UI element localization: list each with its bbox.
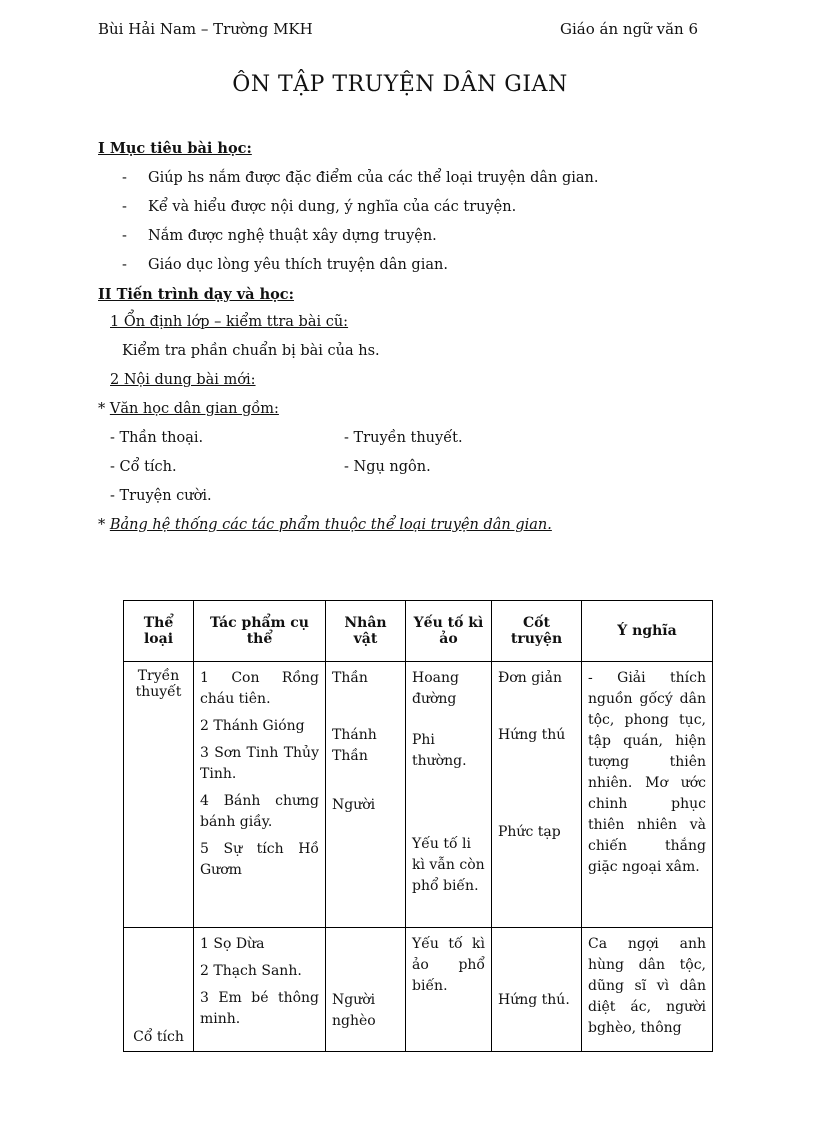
genre-item: - Thần thoại. — [110, 430, 204, 446]
work-item: 3 Em bé thông minh. — [200, 990, 319, 1027]
column-header: Tác phẩm cụ thể — [194, 601, 326, 662]
plot-cell — [492, 662, 582, 928]
meaning-text: Ca ngợi anh hùng dân tộc, dũng sĩ vì dân diệt ác, người bghèo, thông — [588, 936, 706, 1036]
work-item: 1 Sọ Dừa — [200, 936, 265, 952]
works-cell — [194, 928, 326, 1052]
list-item: - Kể và hiểu được nội dung, ý nghĩa của các truyện. — [122, 199, 517, 215]
plot-item: Hứng thú — [498, 727, 566, 743]
genre-item: - Cổ tích. — [110, 459, 177, 475]
folk-literature-heading: * Văn học dân gian gồm: — [98, 401, 279, 417]
list-item: - Giáo dục lòng yêu thích truyện dân gian. — [122, 257, 448, 273]
magic-cell — [406, 662, 492, 928]
header-subject: Giáo án ngữ văn 6 — [560, 20, 698, 38]
character-item: Thánh Thần — [332, 727, 377, 764]
header-author: Bùi Hải Nam – Trường MKH — [98, 20, 313, 38]
genre-item: - Ngụ ngôn. — [344, 459, 431, 475]
list-item: - Nắm được nghệ thuật xây dựng truyện. — [122, 228, 437, 244]
magic-item: Hoang đường — [412, 670, 459, 707]
category-cell: Tryền thuyết — [124, 662, 194, 928]
column-header: Thể loại — [124, 601, 194, 662]
step2-heading: 2 Nội dung bài mới: — [110, 372, 256, 388]
work-item: 4 Bánh chưng bánh giầy. — [200, 793, 319, 830]
work-item: 5 Sự tích Hồ Gươm — [200, 841, 319, 878]
step1-heading: 1 Ổn định lớp – kiểm ttra bài cũ: — [110, 314, 349, 330]
category-cell: Cổ tích — [124, 928, 194, 1052]
magic-item: Yếu tố li kì vẫn còn phổ biến. — [412, 836, 485, 894]
characters-cell — [326, 662, 406, 928]
table-heading: * Bảng hệ thống các tác phẩm thuộc thể loại truyện dân gian. — [98, 517, 552, 533]
work-item: 3 Sơn Tinh Thủy Tinh. — [200, 745, 319, 782]
work-item: 1 Con Rồng cháu tiên. — [200, 670, 319, 707]
character-item: Người nghèo — [332, 992, 376, 1029]
meaning-cell — [582, 928, 713, 1052]
plot-item: Phức tạp — [498, 824, 561, 840]
genre-item: - Truyện cười. — [110, 488, 212, 504]
works-cell — [194, 662, 326, 928]
page-title: ÔN TẬP TRUYỆN DÂN GIAN — [232, 72, 568, 97]
plot-item: Hứng thú. — [498, 992, 570, 1008]
character-item: Thần — [332, 670, 368, 686]
magic-item: Phi thường. — [412, 732, 467, 769]
genre-item: - Truyền thuyết. — [344, 430, 463, 446]
step1-text: Kiểm tra phần chuẩn bị bài của hs. — [122, 343, 380, 359]
magic-item: Yếu tố kì ảo phổ biến. — [412, 936, 485, 994]
column-header: Nhân vật — [326, 601, 406, 662]
table-header-row — [124, 601, 713, 662]
table-row — [124, 928, 713, 1052]
characters-cell — [326, 928, 406, 1052]
character-item: Người — [332, 797, 376, 813]
work-item: 2 Thánh Gióng — [200, 718, 305, 734]
column-header: Ý nghĩa — [582, 601, 713, 662]
meaning-text: - Giải thích nguồn gốcý dân tộc, phong tục, tập quán, hiện tượng thiên nhiên. Mơ ước chinh phục thiên nhiên và chiến thắng giặc ngoại xâm. — [588, 670, 706, 875]
genre-table — [123, 600, 713, 1052]
list-item: - Giúp hs nắm được đặc điểm của các thể loại truyện dân gian. — [122, 170, 599, 186]
section1-heading: I Mục tiêu bài học: — [98, 140, 252, 157]
section2-heading: II Tiến trình dạy và học: — [98, 286, 294, 303]
meaning-cell — [582, 662, 713, 928]
plot-cell — [492, 928, 582, 1052]
magic-cell — [406, 928, 492, 1052]
work-item: 2 Thạch Sanh. — [200, 963, 302, 979]
table-row — [124, 662, 713, 928]
column-header: Cốt truyện — [492, 601, 582, 662]
plot-item: Đơn giản — [498, 670, 562, 686]
column-header: Yếu tố kì ảo — [406, 601, 492, 662]
